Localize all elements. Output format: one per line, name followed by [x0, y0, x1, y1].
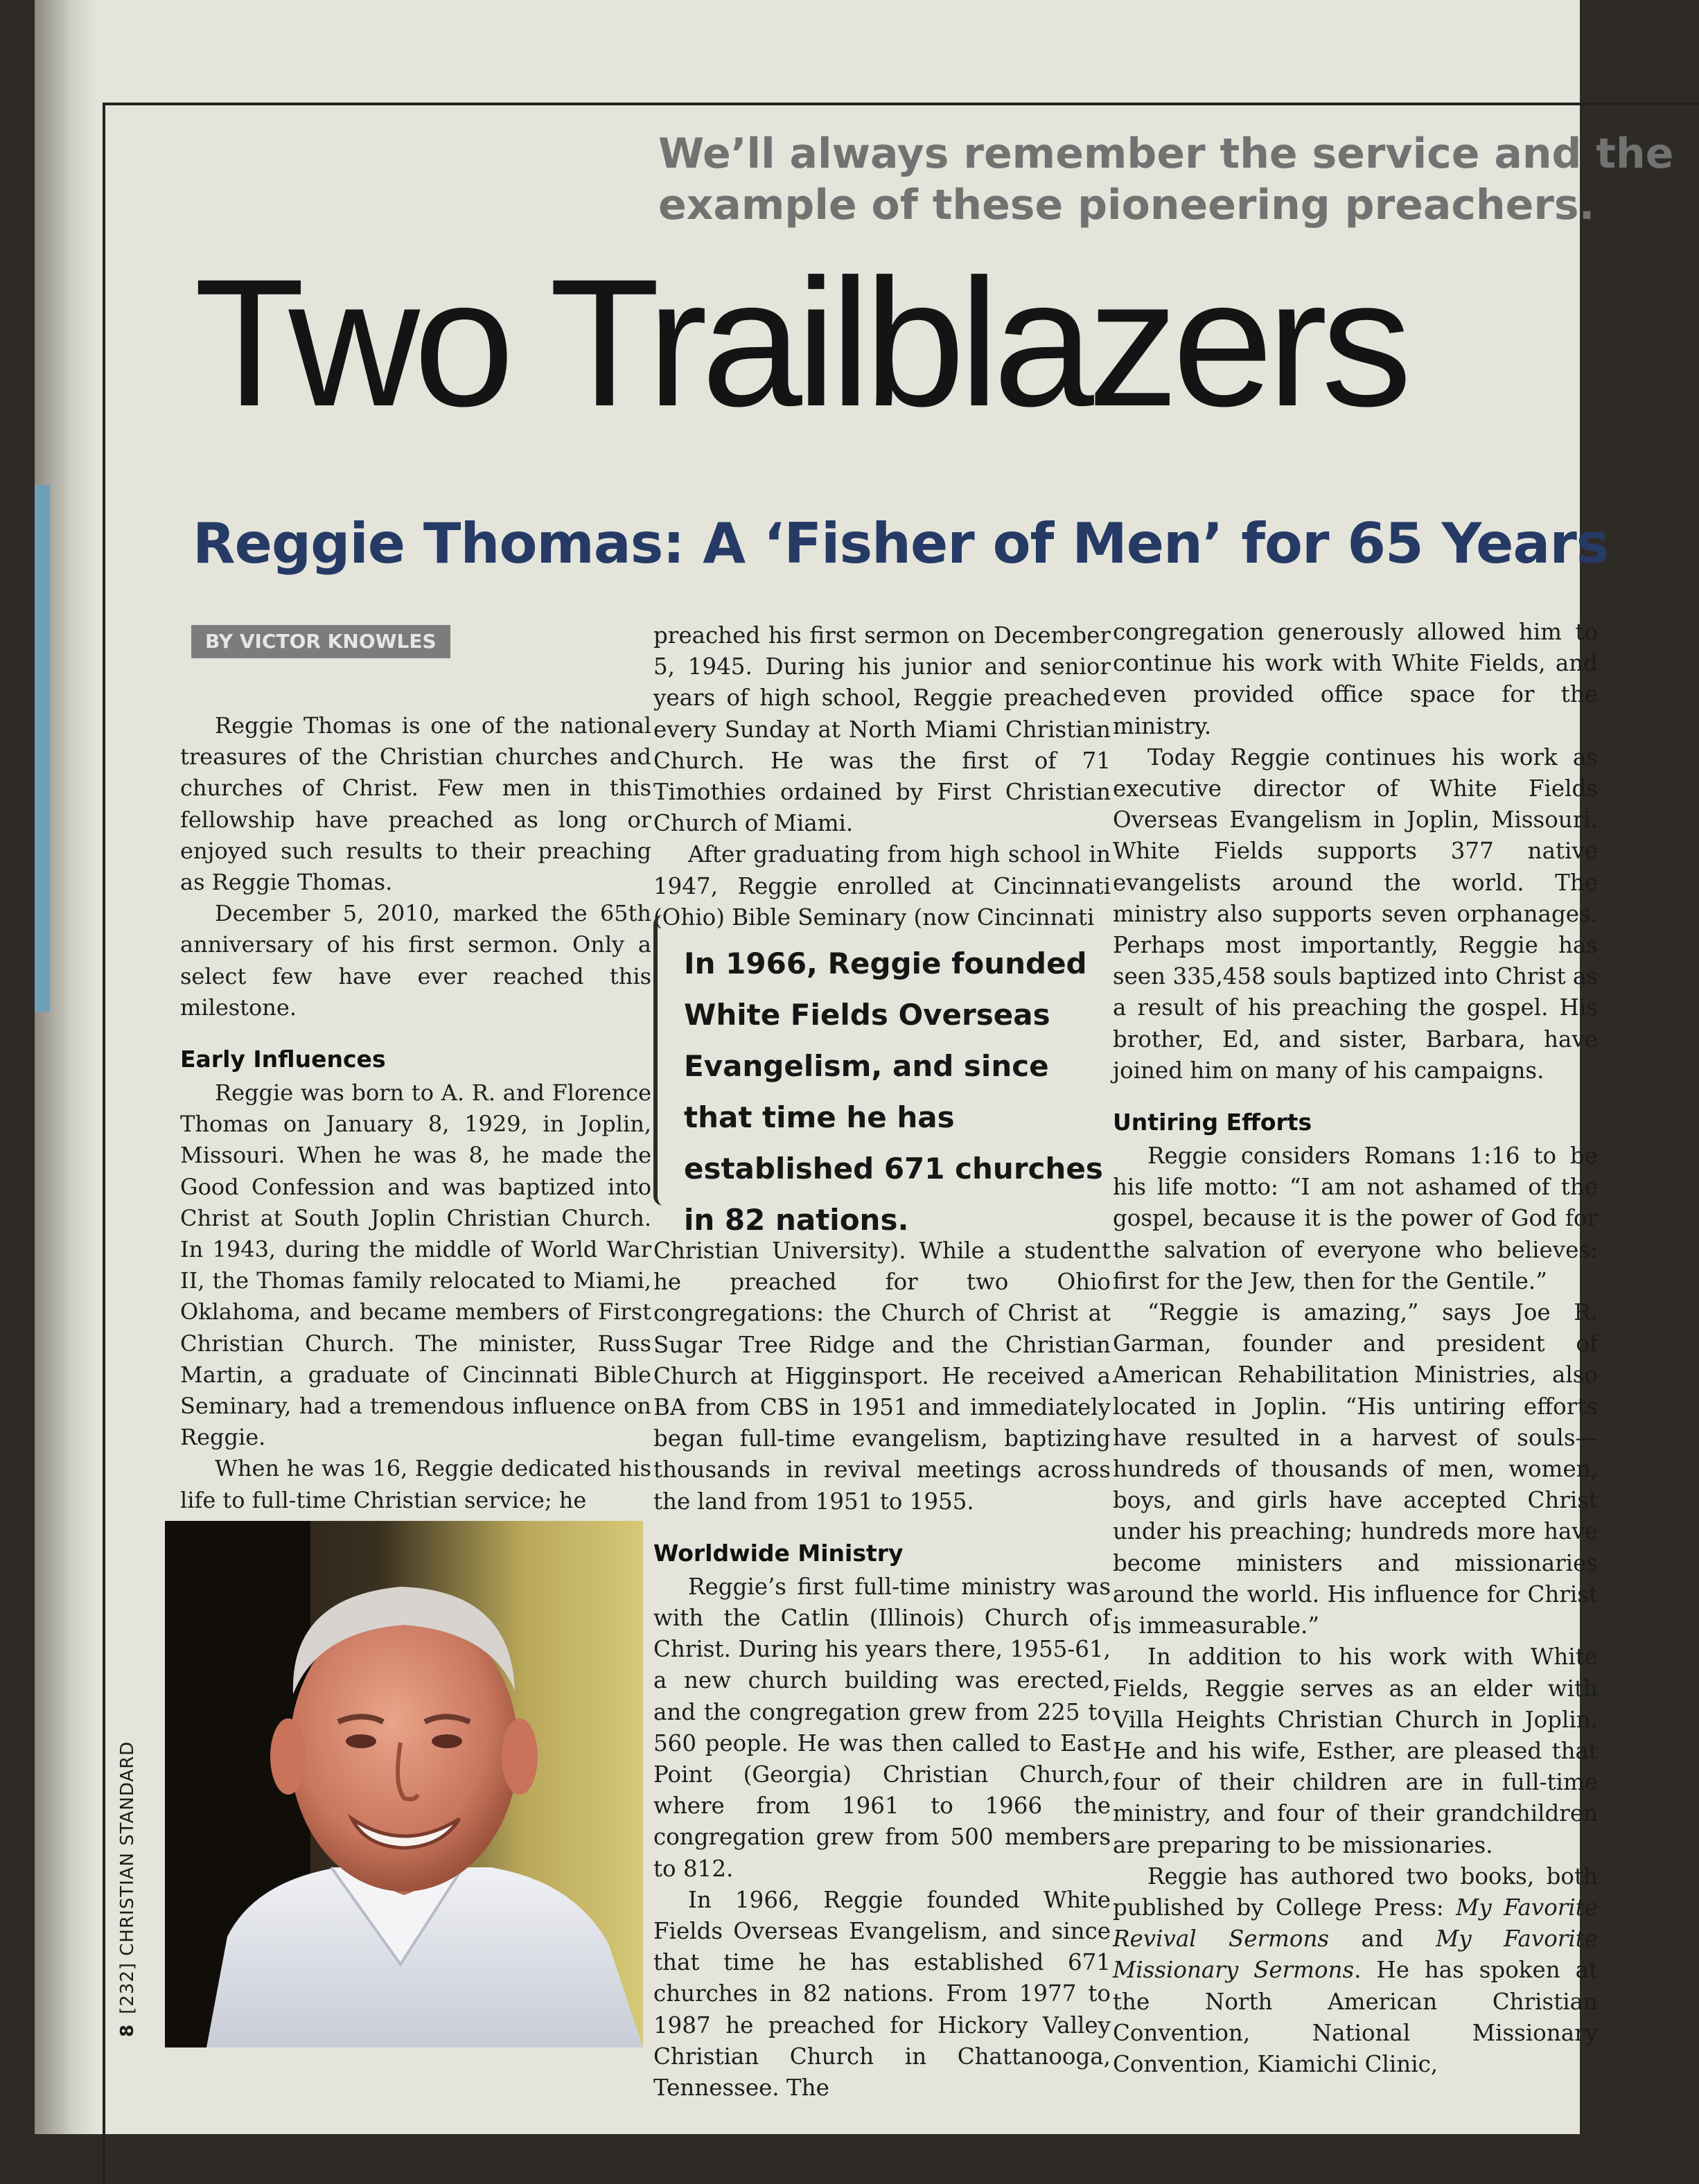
book-title: My Favorite Missionary Sermons	[1113, 1926, 1599, 1984]
page-number: 8	[117, 2023, 138, 2037]
paragraph: “Reggie is amazing,” says Joe R. Garman, founder and president of American Rehabilitation Ministries, also located in Joplin. “His untiring efforts have resulted in a harvest of souls—hundreds of thousands of men, women, boys, and girls have accepted Christ under his preaching; hundreds more have become ministers and missionaries around the world. His influence for Christ is immeasurable.”	[1113, 1299, 1598, 1639]
paragraph: Today Reggie continues his work as executive director of White Fields Overseas Evangelism in Joplin, Missouri. White Fields supports 377 native evangelists around the world. The ministry also supports seven orphanages. Perhaps most importantly, Reggie has seen 335,458 souls baptized into Christ as a result of his preaching the gospel. His brother, Ed, and sister, Barbara, have joined him on many of his campaigns.	[1113, 743, 1598, 1084]
books-text: . He has spoken at the North American Christian Convention, National Missionary Convention, Kiamichi Clinic,	[1113, 1957, 1599, 2077]
paragraph: Christian University). While a student he preached for two Ohio congregations: the Church of Christ at Sugar Tree Ridge and the Christian Church at Higginsport. He received a BA from CBS in 1951 and immediately began full-time evangelism, baptizing thousands in revival meetings across the land from 1951 to 1955.	[653, 1238, 1111, 1515]
section-heading-worldwide-ministry: Worldwide Ministry	[653, 1539, 904, 1567]
book-title: My Favorite Revival Sermons	[1113, 1894, 1598, 1953]
paragraph: After graduating from high school in 1947, Reggie enrolled at Cincinnati (Ohio) Bible Seminary (now Cincinnati	[653, 841, 1111, 931]
column-2-bottom	[653, 1235, 1111, 2104]
paragraph: Reggie considers Romans 1:16 to be his life motto: “I am not ashamed of the gospel, because it is the power of God for the salvation of everyone who believes: first for the Jew, then for the Gentile.”	[1113, 1143, 1598, 1294]
page-gutter-shadow	[35, 0, 97, 2134]
kicker-line-2: example of these pioneering preachers.	[658, 181, 1595, 229]
column-3	[1113, 617, 1598, 2080]
paragraph: In 1966, Reggie founded White Fields Overseas Evangelism, and since that time he has established 671 churches in 82 nations. From 1977 to 1987 he preached for Hickory Valley Christian Church in Chattanooga, Tennessee. The	[653, 1886, 1111, 2102]
books-text: Reggie has authored two books, both published by College Press:	[1113, 1862, 1598, 1921]
paragraph: When he was 16, Reggie dedicated his life to full-time Christian service; he	[180, 1455, 651, 1513]
paragraph-books	[1113, 1861, 1598, 2080]
section-heading-early-influences: Early Influences	[180, 1046, 386, 1073]
paragraph: December 5, 2010, marked the 65th anniversary of his first sermon. Only a select few have ever reached this milestone.	[180, 900, 651, 1021]
article-kicker	[658, 128, 1674, 231]
column-1	[180, 710, 651, 1516]
books-text: and	[1329, 1926, 1436, 1953]
column-2-top	[653, 620, 1111, 933]
paragraph: congregation generously allowed him to continue his work with White Fields, and even provided office space for the ministry.	[1113, 619, 1598, 739]
article-subhead: Reggie Thomas: A ‘Fisher of Men’ for 65 Years	[193, 511, 1609, 576]
spine-color-strip	[35, 485, 50, 1012]
kicker-line-1: We’ll always remember the service and the	[658, 130, 1674, 178]
section-heading-untiring-efforts: Untiring Efforts	[1113, 1109, 1312, 1136]
paragraph: Reggie’s first full-time ministry was with the Catlin (Illinois) Church of Christ. During his years there, 1955-61, a new church building was erected, and the congregation grew from 225 to 560 people. He was then called to East Point (Georgia) Christian Church, where from 1961 to 1966 the congregation grew from 500 members to 812.	[653, 1573, 1111, 1882]
page-footer-vertical	[112, 1566, 143, 2037]
paragraph: In addition to his work with White Fields, Reggie serves as an elder with Villa Heights Christian Church in Joplin. He and his wife, Esther, are pleased that four of their children are in full-time ministry, and four of their grandchildren are preparing to be missionaries.	[1113, 1644, 1598, 1858]
publication-name: CHRISTIAN STANDARD	[117, 1741, 138, 1956]
magazine-page	[35, 0, 1674, 2134]
paragraph: Reggie Thomas is one of the national treasures of the Christian churches and churches of Christ. Few men in this fellowship have preached as long or enjoyed such results to their preaching as Reggie Thomas.	[180, 712, 651, 896]
portrait-photo	[165, 1521, 643, 2048]
issue-page-number: [232]	[117, 1962, 138, 2014]
paragraph: Reggie was born to A. R. and Florence Thomas on January 8, 1929, in Joplin, Missouri. When he was 8, he made the Good Confession and was baptized into Christ at South Joplin Christian Church. In 1943, during the middle of World War II, the Thomas family relocated to Miami, Oklahoma, and became members of First Christian Church. The minister, Russ Martin, a graduate of Cincinnati Bible Seminary, had a tremendous influence on Reggie.	[180, 1080, 651, 1451]
pull-quote-text: In 1966, Reggie founded White Fields Overseas Evangelism, and since that time he has established 671 churches in 82 nations.	[684, 946, 1103, 1237]
paragraph: preached his first sermon on December 5, 1945. During his junior and senior years of high school, Reggie preached every Sunday at North Miami Christian Church. He was the first of 71 Timothies ordained by First Christian Church of Miami.	[653, 622, 1111, 837]
article-headline: Two Trailblazers	[194, 241, 1406, 444]
pull-quote	[653, 915, 1115, 1237]
byline: BY VICTOR KNOWLES	[191, 625, 450, 658]
